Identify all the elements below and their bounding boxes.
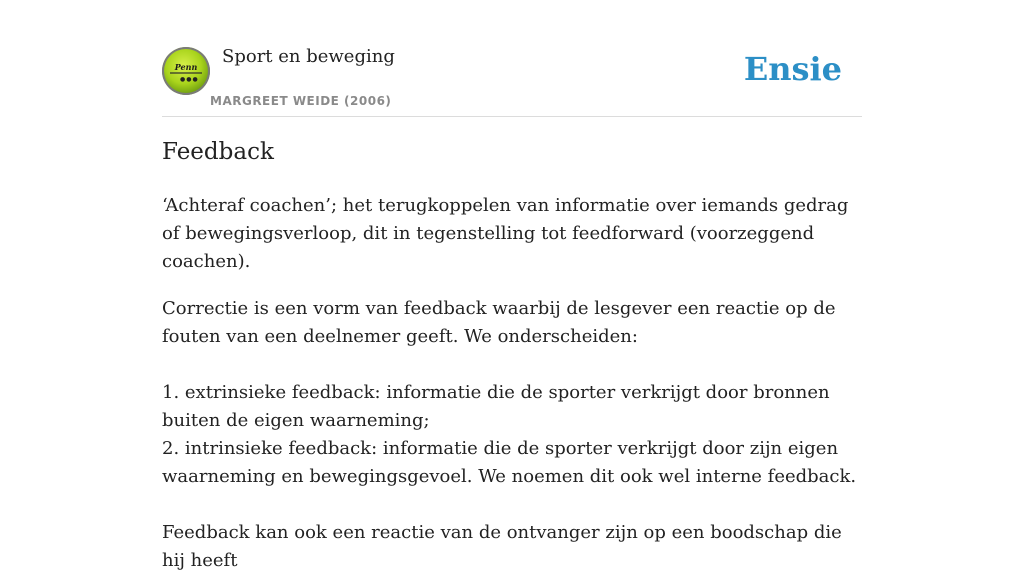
avatar-dots: ●●● <box>180 76 199 83</box>
paragraph: Correctie is een vorm van feedback waarbij de lesgever een reactie op de fouten van een deelnemer geeft. We onderscheiden: <box>162 298 836 347</box>
spacer <box>162 491 862 519</box>
paragraph: Feedback kan ook een reactie van de ontvanger zijn op een boodschap die hij heeft <box>162 522 842 571</box>
ensie-logo[interactable]: Ensie <box>743 50 842 88</box>
entry-title: Feedback <box>162 139 274 165</box>
header <box>162 0 862 117</box>
source-author: MARGREET WEIDE (2006) <box>210 94 392 108</box>
source-title[interactable]: Sport en beweging <box>222 46 395 67</box>
list-item: 2. intrinsieke feedback: informatie die de sporter verkrijgt door zijn eigen waarneming en bewegingsgevoel. We noemen dit ook wel interne feedback. <box>162 438 857 487</box>
entry-content <box>162 192 862 575</box>
avatar-label: Penn <box>174 62 198 72</box>
avatar-stripe <box>170 72 202 74</box>
spacer <box>162 351 862 379</box>
list-item: 1. extrinsieke feedback: informatie die de sporter verkrijgt door bronnen buiten de eigen waarneming; <box>162 382 830 431</box>
tennis-ball-icon[interactable] <box>162 47 210 95</box>
paragraph: ‘Achteraf coachen’; het terugkoppelen van informatie over iemands gedrag of bewegingsverloop, dit in tegenstelling tot feedforward (voorzeggend coachen). <box>162 195 849 272</box>
